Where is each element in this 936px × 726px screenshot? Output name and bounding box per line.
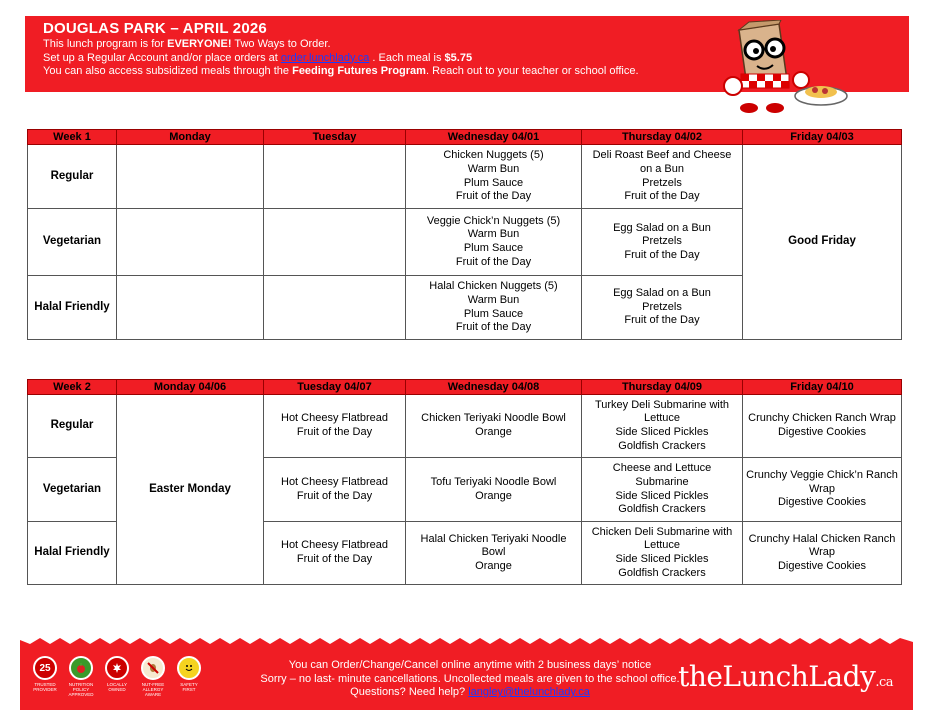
menu-cell: Turkey Deli Submarine with Lettuce Side Sliced Pickles Goldfish Crackers <box>582 395 743 458</box>
week-2-wednesday-header: Wednesday 04/08 <box>406 380 582 395</box>
menu-cell: Tofu Teriyaki Noodle Bowl Orange <box>406 458 582 522</box>
header-line-2: Set up a Regular Account and/or place orders at order.lunchlady.ca . Each meal is $5.75 <box>43 51 473 64</box>
empty-cell <box>264 276 406 340</box>
menu-cell: Deli Roast Beef and Cheese on a Bun Pretzels Fruit of the Day <box>582 145 743 209</box>
menu-cell: Chicken Nuggets (5) Warm Bun Plum Sauce Fruit of the Day <box>406 145 582 209</box>
empty-cell <box>117 276 264 340</box>
row-label-vegetarian: Vegetarian <box>28 458 117 522</box>
header-line-1: This lunch program is for EVERYONE! Two Ways to Order. <box>43 38 331 50</box>
week-1-thursday-header: Thursday 04/02 <box>582 130 743 145</box>
no-nuts-icon <box>141 656 165 680</box>
menu-cell: Veggie Chick’n Nuggets (5) Warm Bun Plum Sauce Fruit of the Day <box>406 209 582 276</box>
menu-cell: Halal Chicken Nuggets (5) Warm Bun Plum Sauce Fruit of the Day <box>406 276 582 340</box>
week-1-monday-header: Monday <box>117 130 264 145</box>
week-1-label: Week 1 <box>28 130 117 145</box>
menu-cell: Cheese and Lettuce Submarine Side Sliced Pickles Goldfish Crackers <box>582 458 743 522</box>
menu-cell: Hot Cheesy Flatbread Fruit of the Day <box>264 458 406 522</box>
week-2-thursday-header: Thursday 04/09 <box>582 380 743 395</box>
apple-icon <box>69 656 93 680</box>
lunch-lady-mascot-icon <box>709 20 849 118</box>
table-row <box>28 145 902 209</box>
row-label-regular: Regular <box>28 395 117 458</box>
week-2-table <box>27 379 902 585</box>
row-label-regular: Regular <box>28 145 117 209</box>
menu-cell: Crunchy Veggie Chick’n Ranch Wrap Digestive Cookies <box>743 458 902 522</box>
empty-cell <box>264 145 406 209</box>
menu-cell: Chicken Teriyaki Noodle Bowl Orange <box>406 395 582 458</box>
menu-cell: Halal Chicken Teriyaki Noodle Bowl Orange <box>406 522 582 585</box>
row-label-vegetarian: Vegetarian <box>28 209 117 276</box>
week-1-tuesday-header: Tuesday <box>264 130 406 145</box>
row-label-halal: Halal Friendly <box>28 276 117 340</box>
week-1-header-row <box>28 130 902 145</box>
menu-cell: Crunchy Halal Chicken Ranch Wrap Digestive Cookies <box>743 522 902 585</box>
menu-cell: Egg Salad on a Bun Pretzels Fruit of the Day <box>582 276 743 340</box>
page-title: DOUGLAS PARK – APRIL 2026 <box>43 20 267 37</box>
easter-monday-cell: Easter Monday <box>117 395 264 585</box>
menu-cell: Crunchy Chicken Ranch Wrap Digestive Cookies <box>743 395 902 458</box>
footer-line-1: You can Order/Change/Cancel online anytime with 2 business days’ notice <box>288 659 652 671</box>
footer-banner <box>20 644 913 710</box>
maple-leaf-icon <box>105 656 129 680</box>
header-banner <box>25 16 909 92</box>
lunch-lady-logo[interactable]: theLunchLady.ca <box>678 660 893 693</box>
menu-cell: Hot Cheesy Flatbread Fruit of the Day <box>264 395 406 458</box>
week-2-friday-header: Friday 04/10 <box>743 380 902 395</box>
trusted-provider-badge: 25 TRUSTED PROVIDER <box>30 656 60 697</box>
nutrition-policy-badge: NUTRITION POLICY APPROVED <box>66 656 96 697</box>
footer-line-3: Questions? Need help? langley@thelunchlady.ca <box>350 686 590 698</box>
empty-cell <box>117 209 264 276</box>
locally-owned-badge: LOCALLY OWNED <box>102 656 132 697</box>
week-1-table <box>27 129 902 340</box>
smiley-icon <box>177 656 201 680</box>
badge-row <box>30 656 204 697</box>
header-line-3: You can also access subsidized meals through the Feeding Futures Program. Reach out to your teacher or school office. <box>43 65 639 77</box>
week-1-friday-header: Friday 04/03 <box>743 130 902 145</box>
table-row <box>28 395 902 458</box>
trusted-provider-icon: 25 <box>33 656 57 680</box>
order-link[interactable]: order.lunchlady.ca <box>280 51 370 64</box>
menu-cell: Chicken Deli Submarine with Lettuce Side Sliced Pickles Goldfish Crackers <box>582 522 743 585</box>
menu-cell: Egg Salad on a Bun Pretzels Fruit of the Day <box>582 209 743 276</box>
support-email-link[interactable]: langley@thelunchlady.ca <box>468 686 590 698</box>
week-2-header-row <box>28 380 902 395</box>
empty-cell <box>117 145 264 209</box>
week-2-monday-header: Monday 04/06 <box>117 380 264 395</box>
week-1-wednesday-header: Wednesday 04/01 <box>406 130 582 145</box>
nut-free-badge: NUT-FREE ALLERGY AWARE <box>138 656 168 697</box>
footer-line-2: Sorry – no last- minute cancellations. Uncollected meals are given to the school office. <box>260 672 680 685</box>
empty-cell <box>264 209 406 276</box>
week-2-tuesday-header: Tuesday 04/07 <box>264 380 406 395</box>
row-label-halal: Halal Friendly <box>28 522 117 585</box>
good-friday-cell: Good Friday <box>743 145 902 340</box>
safety-first-badge: SAFETY FIRST <box>174 656 204 697</box>
footer-message <box>220 659 720 700</box>
menu-cell: Hot Cheesy Flatbread Fruit of the Day <box>264 522 406 585</box>
week-2-label: Week 2 <box>28 380 117 395</box>
